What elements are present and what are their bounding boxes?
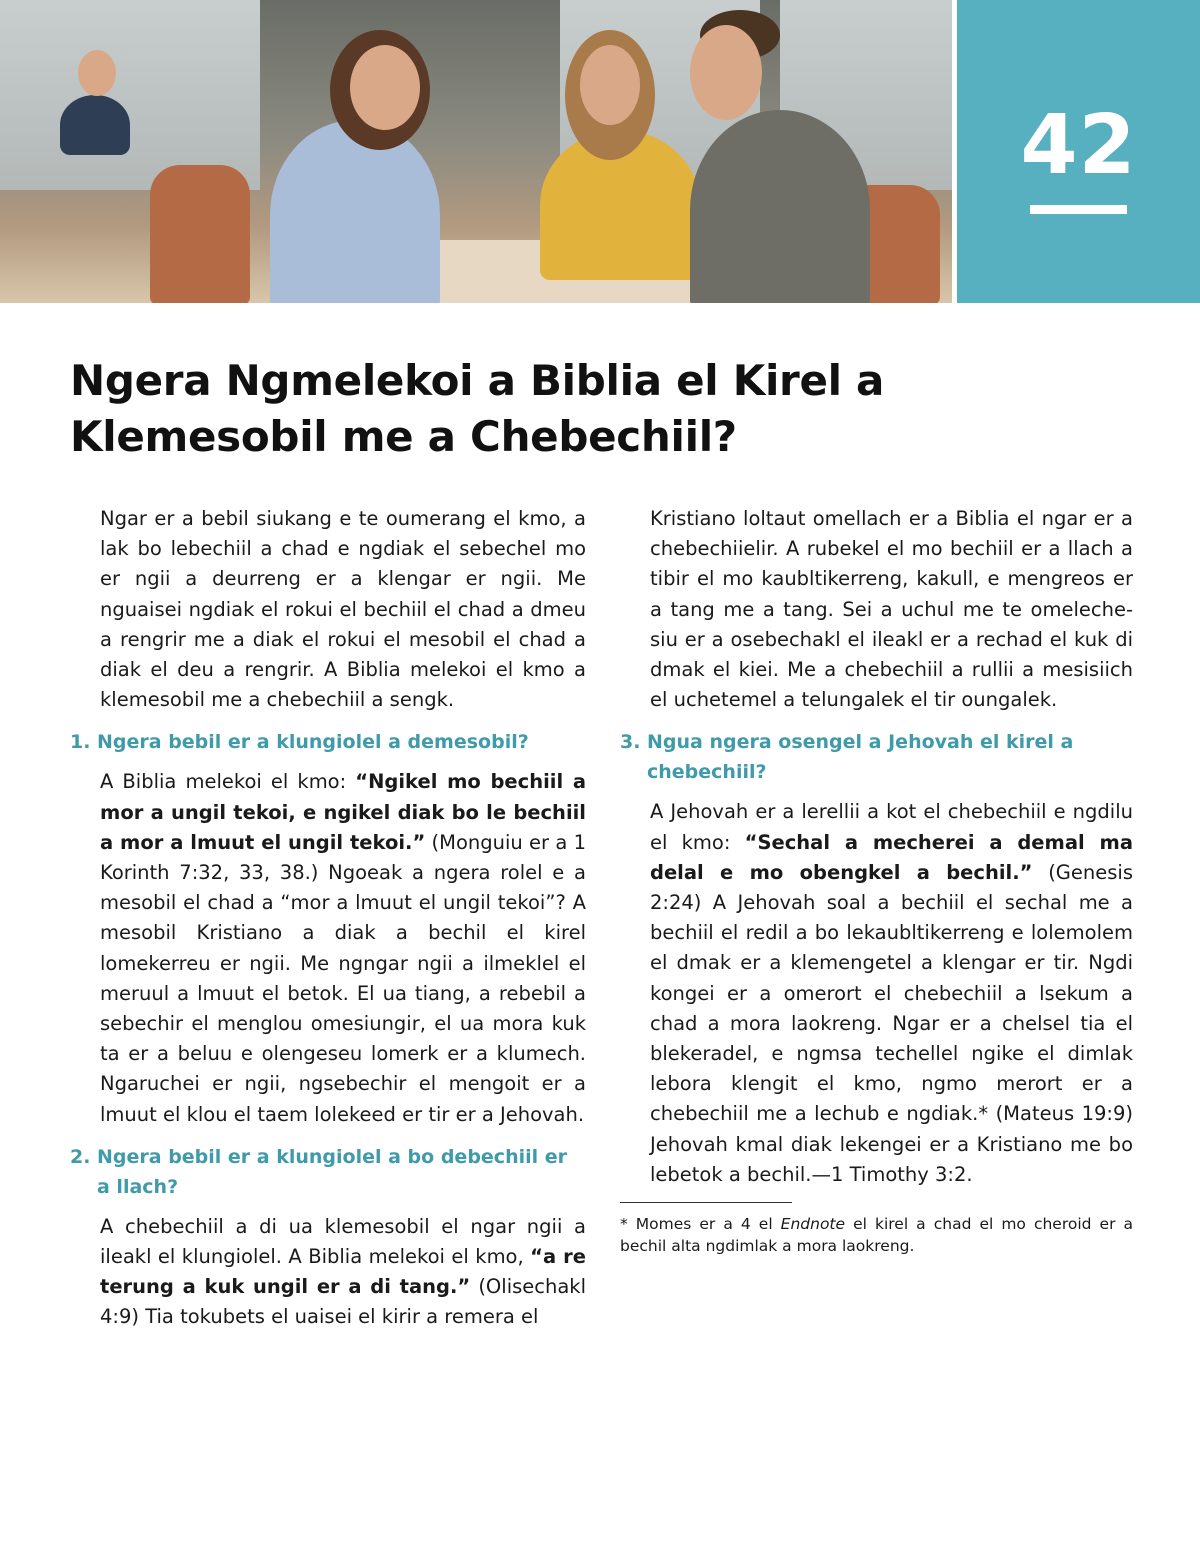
answer-2: [70, 1212, 586, 1333]
answer-2-continued: Kristiano loltaut omellach er a Biblia el ngar er a chebechiielir. A rubekel el mo bechiil er a llach a tibir el mo kaubltikerreng, kakull, e mengreos er a tang me a tang. Sei a uchul me te omeleche-siu er a osebechakl el ileakl er a rechad el kuk di dmak el kiei. Me a chebechiil a rullii a mesisiich el uchetemel a telungalek el tir oungalek.: [650, 507, 1133, 712]
answer-3-quote: “Sechal a mecherei a demal ma delal e mo obengkel a bechil.”: [650, 830, 1133, 884]
question-3-number: 3.: [620, 731, 641, 754]
answer-2-quote: “a re terung a kuk ungil er a di tang.”: [100, 1245, 586, 1299]
answer-3: [620, 797, 1133, 1190]
answer-3-rest: (Genesis 2:24) A Jehovah soal a bechiil el sechal me a bechiil el redil a bo lekaubltikerreng e lolemolem el dmak er a klemengetel a klengar er tir. Ngdi kongei er a omerort el chebechiil a lsekum a chad a mora laokreng. Ngar er a chelsel tia el blekeradel, e ngmsa techellel ngike el dimlak lebora klengit el kmo, ngmo merort er a chebechiil me a lechub e ngdiak.* (Mateus 19:9) Jehovah kmal diak lekengei er a Kristiano me bo lebetok a bechil.—1 Timothy 3:2.: [650, 860, 1133, 1186]
question-3: [620, 727, 1133, 787]
hero-photo: [0, 0, 952, 303]
question-1-text: Ngera bebil er a klungiolel a demesobil?: [97, 731, 529, 754]
footnote-post: el kirel a chad el mo cheroid er a bechil alta ngdimlak a mora laokreng.: [620, 1215, 1133, 1256]
lesson-number: 42: [1020, 98, 1137, 193]
right-column: [620, 504, 1133, 1257]
question-2-text: Ngera bebil er a klungiolel a bo debechiil er a llach?: [97, 1145, 567, 1198]
answer-1-lead: A Biblia melekoi el kmo:: [100, 770, 356, 794]
page-title: Ngera Ngmelekoi a Biblia el Kirel a Klemesobil me a Chebechiil?: [70, 356, 885, 461]
question-2: [70, 1142, 586, 1202]
answer-1-rest: (Monguiu er a 1 Korinth 7:32, 33, 38.) Ngoeak a ngera rolel e a mesobil el chad a “mor a lmuut el ungil tekoi”? A mesobil Kristiano a diak a bechil el kirel lomekerreu er ngii. Me ngngar ngii a ilmeklel el meruul a lmuut el betok. El ua tiang, a rebebil a sebechir el menglou omesiungir, el ua mora kuk ta er a beluu e olengeseu lomerk er a klumech. Ngaruchei er ngii, ngsebechir el mengoit er a lmuut el klou el taem lolekeed er tir er a Jehovah.: [100, 830, 586, 1126]
footnote-pre: * Momes er a 4 el: [620, 1215, 781, 1234]
answer-2-lead: A chebechiil a di ua klemesobil el ngar ngii a ileakl el klungiolel. A Biblia melekoi el kmo,: [100, 1214, 586, 1269]
answer-1-quote: “Ngikel mo bechiil a mor a ungil tekoi, e ngikel diak bo le bechiil a mor a lmuut el ungil tekoi.”: [100, 770, 586, 854]
lesson-number-underline: [1030, 205, 1127, 214]
footnote: [620, 1213, 1133, 1257]
intro-paragraph: Ngar er a bebil siukang e te oumerang el kmo, a lak bo lebechiil a chad e ngdiak el sebechel mo er ngii a deurreng er a klengar er ngii. Me nguaisei ngdiak el rokui el bechiil el chad a dmeu a rengrir me a diak el rokui el mesobil el chad a diak el deu a rengrir. A Biblia melekoi el kmo a klemesobil me a chebechiil a sengk.: [100, 507, 586, 712]
footnote-divider: [620, 1202, 792, 1203]
answer-2-rest: (Olisechakl 4:9) Tia tokubets el uaisei el kirir a remera el: [100, 1275, 587, 1329]
answer-3-lead: A Jehovah er a lerellii a kot el chebechiil e ngdilu el kmo:: [650, 800, 1133, 854]
left-column: [70, 504, 586, 1333]
lesson-number-box: [957, 0, 1200, 303]
question-3-text: Ngua ngera osengel a Jehovah el kirel a chebechiil?: [647, 731, 1074, 784]
footnote-endnote-link: Endnote: [780, 1215, 846, 1234]
question-1: [70, 727, 586, 757]
question-2-number: 2.: [70, 1145, 91, 1168]
answer-1: [70, 767, 586, 1129]
question-1-number: 1.: [70, 731, 91, 754]
